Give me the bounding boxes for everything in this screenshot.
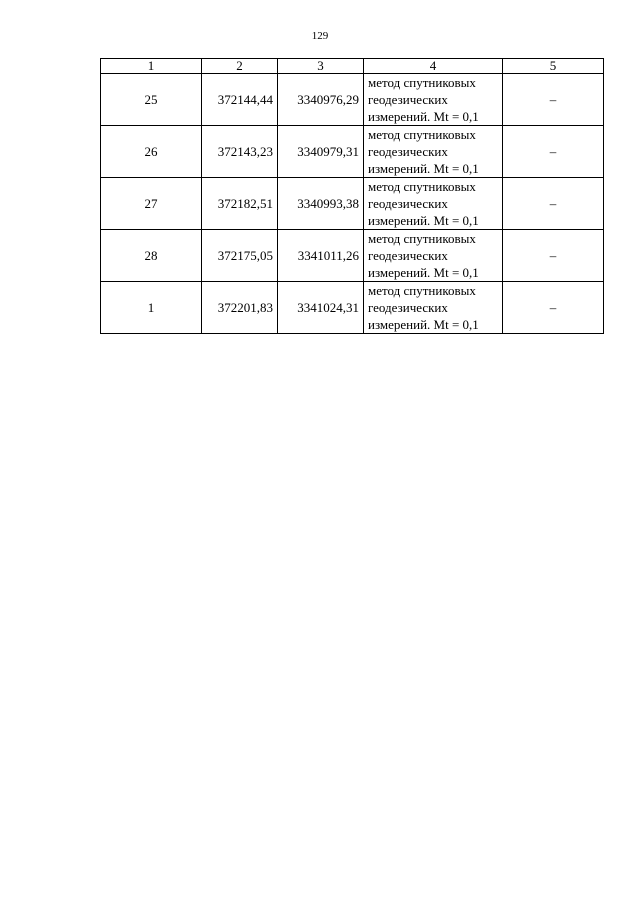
point-number: 27 [101, 178, 202, 230]
column-header: 2 [202, 59, 278, 74]
column-header: 5 [503, 59, 604, 74]
method-line: метод спутниковых [368, 231, 476, 246]
coordinate-x: 372201,83 [202, 282, 278, 334]
method-line: геодезических [368, 144, 448, 159]
coordinate-x: 372144,44 [202, 74, 278, 126]
description-cell: – [503, 230, 604, 282]
coordinates-table [100, 58, 604, 334]
table-row [101, 74, 604, 126]
method-line: метод спутниковых [368, 179, 476, 194]
table-row [101, 126, 604, 178]
column-header: 1 [101, 59, 202, 74]
method-line: геодезических [368, 92, 448, 107]
method-cell [364, 282, 503, 334]
method-cell [364, 126, 503, 178]
table-row [101, 282, 604, 334]
method-cell [364, 230, 503, 282]
method-line: измерений. Mt = 0,1 [368, 265, 479, 280]
method-line: метод спутниковых [368, 283, 476, 298]
method-line: геодезических [368, 248, 448, 263]
method-cell [364, 74, 503, 126]
method-line: геодезических [368, 300, 448, 315]
coordinate-y: 3340976,29 [278, 74, 364, 126]
page-number: 129 [311, 30, 329, 42]
point-number: 28 [101, 230, 202, 282]
description-cell: – [503, 282, 604, 334]
coordinate-x: 372182,51 [202, 178, 278, 230]
point-number: 25 [101, 74, 202, 126]
method-cell [364, 178, 503, 230]
point-number: 1 [101, 282, 202, 334]
coordinate-x: 372143,23 [202, 126, 278, 178]
method-line: метод спутниковых [368, 75, 476, 90]
method-line: измерений. Mt = 0,1 [368, 161, 479, 176]
description-cell: – [503, 126, 604, 178]
description-cell: – [503, 178, 604, 230]
method-line: измерений. Mt = 0,1 [368, 109, 479, 124]
coordinate-x: 372175,05 [202, 230, 278, 282]
column-header: 3 [278, 59, 364, 74]
method-line: измерений. Mt = 0,1 [368, 213, 479, 228]
description-cell: – [503, 74, 604, 126]
column-header: 4 [364, 59, 503, 74]
table-header-row [101, 59, 604, 74]
table-row [101, 178, 604, 230]
point-number: 26 [101, 126, 202, 178]
coordinate-y: 3341024,31 [278, 282, 364, 334]
table-row [101, 230, 604, 282]
coordinate-y: 3340993,38 [278, 178, 364, 230]
method-line: метод спутниковых [368, 127, 476, 142]
coordinate-y: 3340979,31 [278, 126, 364, 178]
coordinate-y: 3341011,26 [278, 230, 364, 282]
method-line: измерений. Mt = 0,1 [368, 317, 479, 332]
method-line: геодезических [368, 196, 448, 211]
